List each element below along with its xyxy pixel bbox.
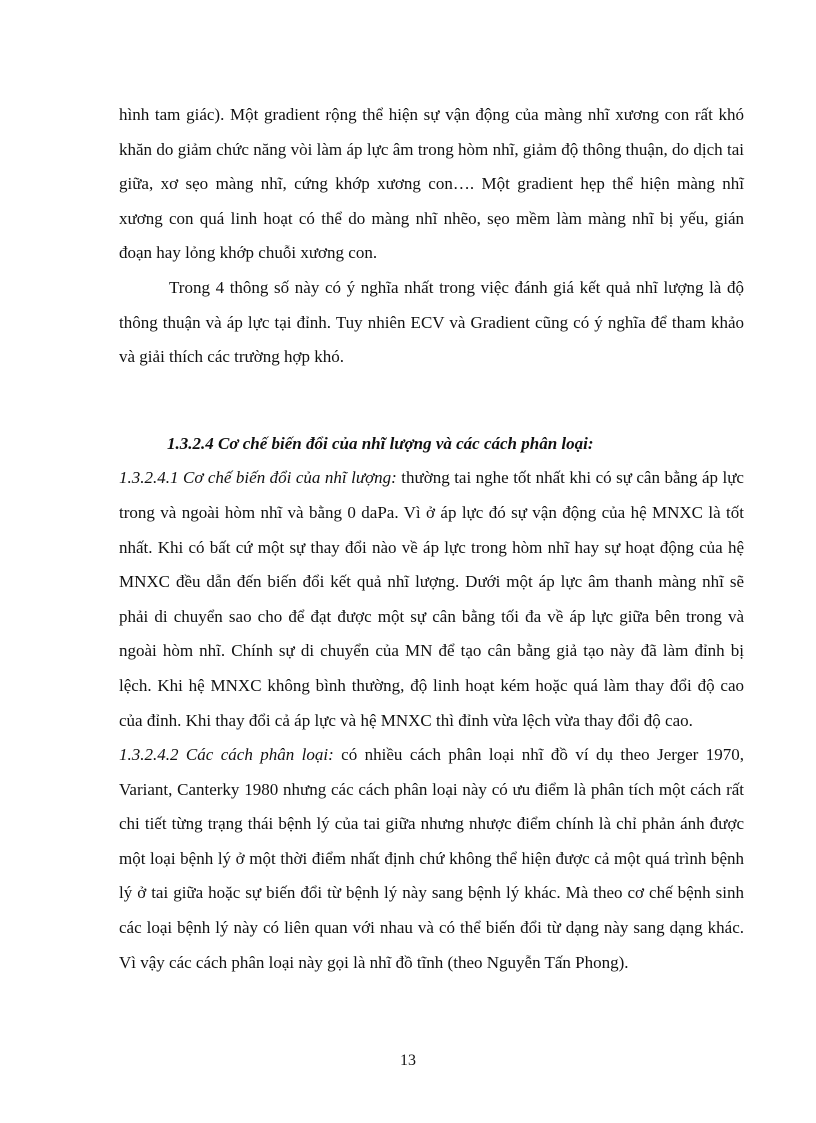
subsection-text-mechanism: thường tai nghe tốt nhất khi có sự cân bằng áp lực trong và ngoài hòm nhĩ và bằng 0 daPa. Vì ở áp lực đó sự vận động của hệ MNXC là tốt nhất. Khi có bất cứ một sự thay đổi nào về áp lực trong hòm nhĩ hay sự hoạt động của hệ MNXC đều dẫn đến biến đổi kết quả nhĩ lượng. Dưới một áp lực âm thanh màng nhĩ sẽ phải di chuyển sao cho để đạt được một sự cân bằng tối đa về áp lực giữa bên trong và ngoài hòm nhĩ. Chính sự di chuyển của MN để tạo cân bằng giả tạo này đã làm đỉnh bị lệch. Khi hệ MNXC không bình thường, độ linh hoạt kém hoặc quá làm thay đổi độ cao của đỉnh. Khi thay đổi cả áp lực và hệ MNXC thì đỉnh vừa lệch vừa thay đổi độ cao. xyxy=(119,468,744,730)
paragraph-classification xyxy=(119,738,744,980)
subsection-label-mechanism: 1.3.2.4.1 Cơ chế biến đổi của nhĩ lượng: xyxy=(119,468,397,488)
page-number: 13 xyxy=(400,1052,416,1069)
subsection-label-classification: 1.3.2.4.2 Các cách phân loại: xyxy=(119,745,334,765)
paragraph-parameters: Trong 4 thông số này có ý nghĩa nhất trong việc đánh giá kết quả nhĩ lượng là độ thông thuận và áp lực tại đỉnh. Tuy nhiên ECV và Gradient cũng có ý nghĩa để tham khảo và giải thích các trường hợp khó. xyxy=(119,277,744,367)
subsection-text-classification: có nhiều cách phân loại nhĩ đồ ví dụ theo Jerger 1970, Variant, Canterky 1980 nhưng các cách phân loại này có ưu điểm là phân tích một cách rất chi tiết từng trạng thái bệnh lý của tai giữa nhưng nhược điểm chính là chỉ phản ánh được một loại bệnh lý ở một thời điểm nhất định chứ không thể hiện được cả một quá trình bệnh lý ở tai giữa hoặc sự biến đổi từ bệnh lý này sang bệnh lý khác. Mà theo cơ chế bệnh sinh các loại bệnh lý này có liên quan với nhau và có thể biến đổi từ dạng này sang dạng khác. Vì vậy các cách phân loại này gọi là nhĩ đồ tĩnh (theo Nguyễn Tấn Phong). xyxy=(119,745,744,972)
page-body xyxy=(119,98,744,980)
paragraph-mechanism xyxy=(119,461,744,738)
paragraph-gradient: hình tam giác). Một gradient rộng thể hiện sự vận động của màng nhĩ xương con rất khó khăn do giảm chức năng vòi làm áp lực âm trong hòm nhĩ, giảm độ thông thuận, do dịch tai giữa, xơ sẹo màng nhĩ, cứng khớp xương con…. Một gradient hẹp thể hiện màng nhĩ xương con quá linh hoạt có thể do màng nhĩ nhẽo, sẹo mềm làm màng nhĩ bị yếu, gián đoạn hay lỏng khớp chuỗi xương con. xyxy=(119,105,744,263)
section-heading: 1.3.2.4 Cơ chế biến đổi của nhĩ lượng và các cách phân loại: xyxy=(167,433,594,453)
